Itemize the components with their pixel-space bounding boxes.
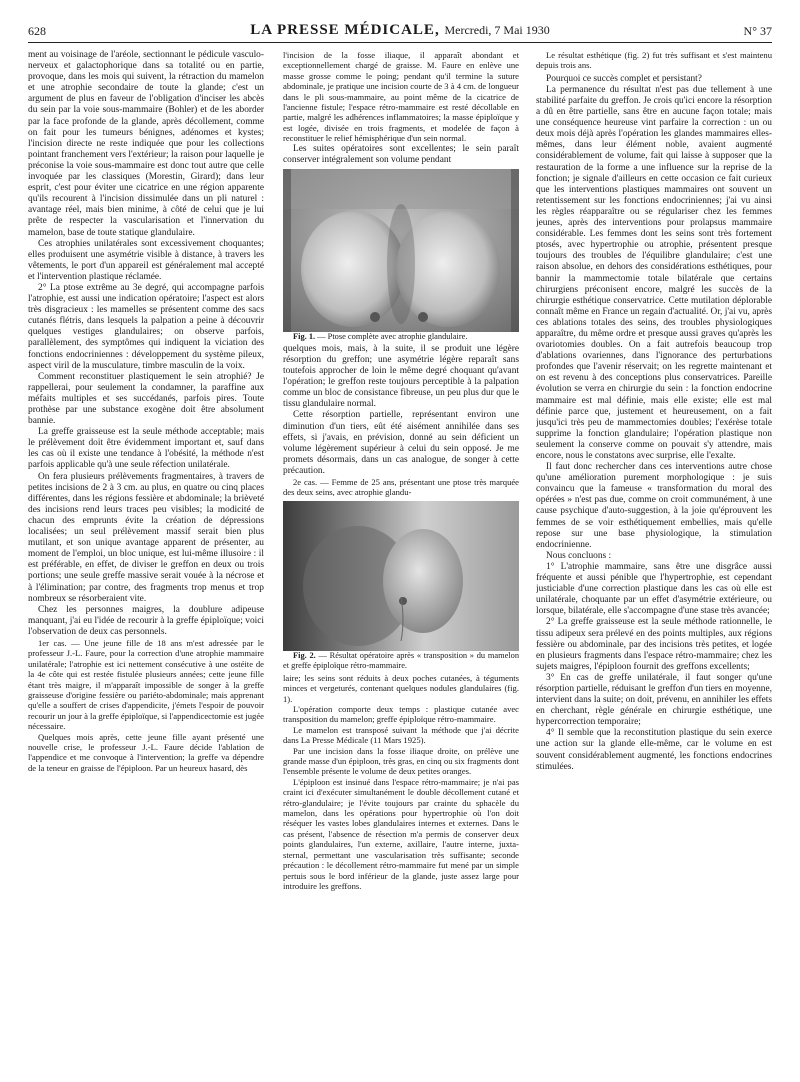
case-report: l'incision de la fosse iliaque, il apparaît abondant et exceptionnellement chargé de graisse. M. Faure en enlève une masse grosse comme le poing; pendant qu'il termine la suture abdominale, je pratique une incision courte de 3 à 4 cm. de longueur dans le pli sous-mammaire, au point même de la cicatrice de l'ancienne fistule; l'espace rétro-mammaire est resté décollable en partie, malgré les adhérences inflammatoires; la masse épiploïque y est logée, divisée en trois fragments, et modelée de façon à reconstituer le relief hémisphérique d'un sein normal.: [283, 50, 519, 144]
paragraph: 2° La ptose extrême au 3e degré, qui accompagne parfois l'atrophie, est aussi une indication opératoire; l'aspect est alors très disgracieux : les mamelles se présentent comme des sacs cutanés flétris, dans lesquels la palpation a peine à découvrir quelques vestiges glandulaires; on observe parfois, parallèlement, des symptômes qui indiquent la viciation des fonctions endocriniennes : développement du système pileux, aspect viril de la musculature, timbre masculin de la voix.: [28, 282, 264, 371]
case-report: Par une incision dans la fosse iliaque droite, on prélève une grande masse d'un épiploon, très gras, en cinq ou six fragments dont l'ensemble présente le volume de deux petites oranges.: [283, 745, 519, 777]
figure-1-caption: [283, 332, 519, 342]
paragraph: La permanence du résultat n'est pas due tellement à une stabilité parfaite du greffon. Je crois qu'ici encore la résorption a dû en être partielle, sans être en aucune façon totale; mais une conséquence heureuse vint parfaire la correction : un ou deux mois déjà après l'opération les glandes mammaires elles-mêmes, dans leur élément noble, avaient augmenté considérablement de volume, fait qui laisse à supposer que la restauration de la forme a une influence sur la reprise de la fonction; je signale d'ailleurs en cette occasion ce fait curieux que les interventions plastiques mammaires ont souvent un retentissement sur les fonctions endocriniennes; j'ai vu ainsi les règles réapparaître ou se régulariser chez les femmes jeunes, après des interventions pour prolapsus mammaire considérable. Les femmes dont les seins sont très fortement ptosés, avec hypertrophie ou atrophie, présentent presque toujours des troubles de l'équilibre glandulaire; c'est une raison absolue, en dehors des considérations esthétiques, pour bannir la mammectomie totale bilatérale que certains chirurgiens préconisent encore, malgré les succès de la chirurgie esthétique conservatrice. Cette mutilation déplorable connaît même en France un regain d'actualité. Or, j'ai vu, après ces ablations totales des seins, des troubles physiologiques apparaître, du même ordre et presque aussi graves qu'après les ovariotomies doubles. On a fait autrefois beaucoup trop d'ablations ovariennes, dans l'ignorance des perturbations profondes que l'avenir réservait; on les regrette maintenant et on est revenu à des conceptions plus conservatrices. Pareille évolution se verra en chirurgie du sein : la fonction endocrine mammaire est mal définie, mais elle existe; elle est mal définie parce que, justement et heureusement, on a fait jusqu'ici très peu de mammectomies doubles; l'exérèse totale supprime la fonction glandulaire; l'opération plastique non seulement la conserve comme on pouvait s'y attendre, mais encore, nous le constatons avec surprise, elle l'exalte.: [536, 84, 772, 461]
conclusion-item: 1° L'atrophie mammaire, sans être une disgrâce aussi fréquente et aussi pénible que l'hypertrophie, est cependant justiciable d'une correction plastique dans les cas où elle est unilatérale, choquante par un effet d'asymétrie extérieure, ou lorsque, bilatérale, elle s'accompagne d'une stase très avancée;: [536, 561, 772, 617]
conclusion-item: 2° La greffe graisseuse est la seule méthode rationnelle, le tissu adipeux sera prélevé en des points multiples, aux régions fessière ou abdominale, par des incisions très petites, et logée en plusieurs fragments dans l'espace rétro-mammaire; chez les sujets maigres, l'épiploon fournit des greffons excellents;: [536, 617, 772, 672]
paragraph: On fera plusieurs prélèvements fragmentaires, à travers de petites incisions de 2 à 3 cm. au plus, en quatre ou cinq places différentes, dans les régions fessière et abdominale; la brièveté des incisions rend leurs traces peu visibles; la modicité de chacun des emprunts évite la création de dépressions localisées; un seul prélèvement massif serait bien plus mutilant, et son unique avantage apparent de présenter, au moment de l'emploi, un bloc unique, est lui-même illusoire : il est préférable, en effet, de diviser le greffon en deux ou trois portions; une seule greffe massive serait vouée à la nécrose et à l'élimination; par contre, des fragments trop menus et trop nombreux se résorberaient vite.: [28, 471, 264, 604]
page-header: [28, 22, 772, 43]
case-report: laire; les seins sont réduits à deux poches cutanées, à téguments minces et vergeturés, contenant quelques nodules glandulaires (fig. 1).: [283, 672, 519, 704]
issue-date: Mercredi, 7 Mai 1930: [444, 23, 550, 37]
case-report: L'opération comporte deux temps : plastique cutanée avec transposition du mamelon; greffe épiploïque rétro-mammaire.: [283, 704, 519, 725]
journal-name: LA PRESSE MÉDICALE,: [250, 22, 440, 38]
paragraph: Ces atrophies unilatérales sont excessivement choquantes; elles produisent une asymétrie visible à distance, à travers les vêtements, le port d'un appareil est généralement mal accepté et l'intervention plastique réclamée.: [28, 238, 264, 282]
figure-2-label: Fig. 2.: [293, 650, 316, 660]
figure-1-caption-text: — Ptose complète avec atrophie glandulaire.: [317, 331, 468, 341]
paragraph: La greffe graisseuse est la seule méthode acceptable; mais le prélèvement doit être évidemment important et, sauf dans les cas où il existe une tendance à l'obésité, la méthode n'est parfois applicable qu'à une seule réfection unilatérale.: [28, 427, 264, 471]
figure-2-caption-text: — Résultat opératoire après « transposition » du mamelon et greffe épiploïque rétro-mammaire.: [283, 650, 519, 670]
paragraph: Cette résorption partielle, représentant environ une diminution d'un tiers, eût été aisément annihilée dans ses effets, si j'avais, en prévision, donné au sein déficient un volume légèrement supérieur à celui du sein opposé. Je me promets désormais, dans un cas analogue, de songer à cette précaution.: [283, 410, 519, 476]
case-report: 1er cas. — Une jeune fille de 18 ans m'est adressée par le professeur J.-L. Faure, pour la correction d'une atrophie mammaire unilatérale; l'atrophie est ici nettement consécutive à une ostéite de la 4e côte qui est restée fistulée plusieurs années; cette jeune fille étant très maigre, il m'apparaît impossible de songer à la greffe graisseuse d'origine fessière ou pariéto-abdominale; mais apprenant qu'elle a souffert de crises d'appendicite, j'émets l'espoir de pouvoir recourir un jour à la greffe épiploïque, si l'appendicectomie est jugée nécessaire.: [28, 637, 264, 732]
case-report: 2e cas. — Femme de 25 ans, présentant une ptose très marquée des deux seins, avec atrophie glandu-: [283, 476, 519, 498]
case-report: Le résultat esthétique (fig. 2) fut très suffisant et s'est maintenu depuis trois ans.: [536, 50, 772, 71]
column-1: [28, 50, 264, 1072]
section-question: Pourquoi ce succès complet et persistant?: [546, 73, 702, 84]
paragraph: Comment reconstituer plastiquement le sein atrophié? Je rappellerai, pour seulement la condamner, la paraffine aux méfaits multiples et ses succédanés, parfois pires. Toute prothèse par une substance exogène doit être absolument bannie.: [28, 371, 264, 427]
figure-1-photo: [283, 169, 519, 332]
figure-2-caption: [283, 651, 519, 671]
figure-1-label: Fig. 1.: [293, 331, 316, 341]
paragraph: Il faut donc rechercher dans ces interventions autre chose qu'une amélioration purement morphologique : je suis convaincu que la fameuse « transformation du moral des opérées » n'est pas due, comme on croit communément, à une cause psychique d'auto-suggestion, à la joie qu'éprouvent les femmes de se voir esthétiquement embellies, mais qu'elle repose sur une base physiologique, la stimulation endocrinienne.: [536, 462, 772, 550]
case-report: Le mamelon est transposé suivant la méthode que j'ai décrite dans La Presse Médicale (11 Mars 1925).: [283, 724, 519, 746]
journal-title: [28, 22, 772, 39]
paragraph: Les suites opératoires sont excellentes; le sein paraît conserver intégralement son volume pendant: [283, 143, 519, 165]
figure-2: [283, 501, 519, 671]
figure-1: [283, 169, 519, 342]
column-3: [536, 50, 772, 1072]
page-number: 628: [28, 24, 46, 38]
figure-2-photo: [283, 501, 519, 651]
paragraph: ment au voisinage de l'aréole, sectionnant le pédicule vasculo-nerveux et galactophorique dans sa totalité ou en partie, provoque, dans les mois qui suivent, la rétraction du mamelon et une atrophie secondaire de toute la glande; c'est un argument de plus en faveur de l'obligation d'inciser les abcès du sein par la voie sous-mammaire (Bohler) et de les aborder par la face profonde de la glande, après décollement, comme on fait pour les tumeurs bénignes, adénomes et kystes; l'incision directe ne reste indiquée que pour les collections pointant franchement vers l'extérieur; la raison pour laquelle je préconise la voie sous-mammaire est donc tout autre que celle invoquée par les classiques (Morestin, Girard); dans leur esprit, c'est pour éviter une cicatrice en une région apparente qu'ils recourent à l'incision dissimulée dans un pli naturel : avantage réel, mais bien minime, à côté de celui que je lui prête de respecter la vascularisation et l'innervation du mamelon, base de toute statique glandulaire.: [28, 50, 264, 238]
conclusion-item: 3° En cas de greffe unilatérale, il faut songer qu'une résorption partielle, réduisant le greffon d'un tiers en moyenne, intervient dans la suite; on doit, prévenu, en annihiler les effets en cherchant, règle générale en chirurgie esthétique, une hypercorrection temporaire;: [536, 672, 772, 728]
case-report: Quelques mois après, cette jeune fille ayant présenté une nouvelle crise, le professeur J.-L. Faure décide l'ablation de l'appendice et me convoque à l'intervention; la greffe va dépendre de la teneur en graisse de l'épiploon. Par un heureux hasard, dès: [28, 731, 264, 773]
issue-number: N° 37: [743, 24, 772, 38]
conclusion-item: 4° Il semble que la reconstitution plastique du sein exerce une action sur la glande elle-même, car le volume en est souvent considérablement augmenté, les fonctions endocrines stimulées.: [536, 728, 772, 772]
case-report: L'épiploon est insinué dans l'espace rétro-mammaire; je n'ai pas craint ici d'exécuter simultanément le double décollement cutané et rétro-glandulaire; je l'évite toujours par crainte du sphacèle du mamelon, dans les opérations pour hypertrophie où l'on doit réséquer les vastes lobes glandulaires internes et externes. Dans le cas présent, l'absence de résection m'a permis de conserver deux points glandulaires, l'un externe, axillaire, l'autre interne, juxta-sternal, permettant une vascularisation très suffisante; seconde précaution : le décollement rétro-mammaire fut mené par un simple pertuis sous le bord inférieur de la glande, juste assez large pour introduire les greffons.: [283, 776, 519, 891]
column-2: [283, 50, 519, 1072]
paragraph: Nous concluons :: [546, 550, 612, 561]
paragraph: quelques mois, mais, à la suite, il se produit une légère résorption du greffon; une asymétrie légère reparaît sans toutefois approcher de loin le même degré choquant qu'avant l'opération; le greffon reste toujours perceptible à la palpation comme un bloc de consistance fibreuse, un peu plus dur que le tissu glandulaire normal.: [283, 343, 519, 410]
paragraph: Chez les personnes maigres, la doublure adipeuse manquant, j'ai eu l'idée de recourir à la greffe épiploïque; voici l'observation de deux cas personnels.: [28, 604, 264, 637]
